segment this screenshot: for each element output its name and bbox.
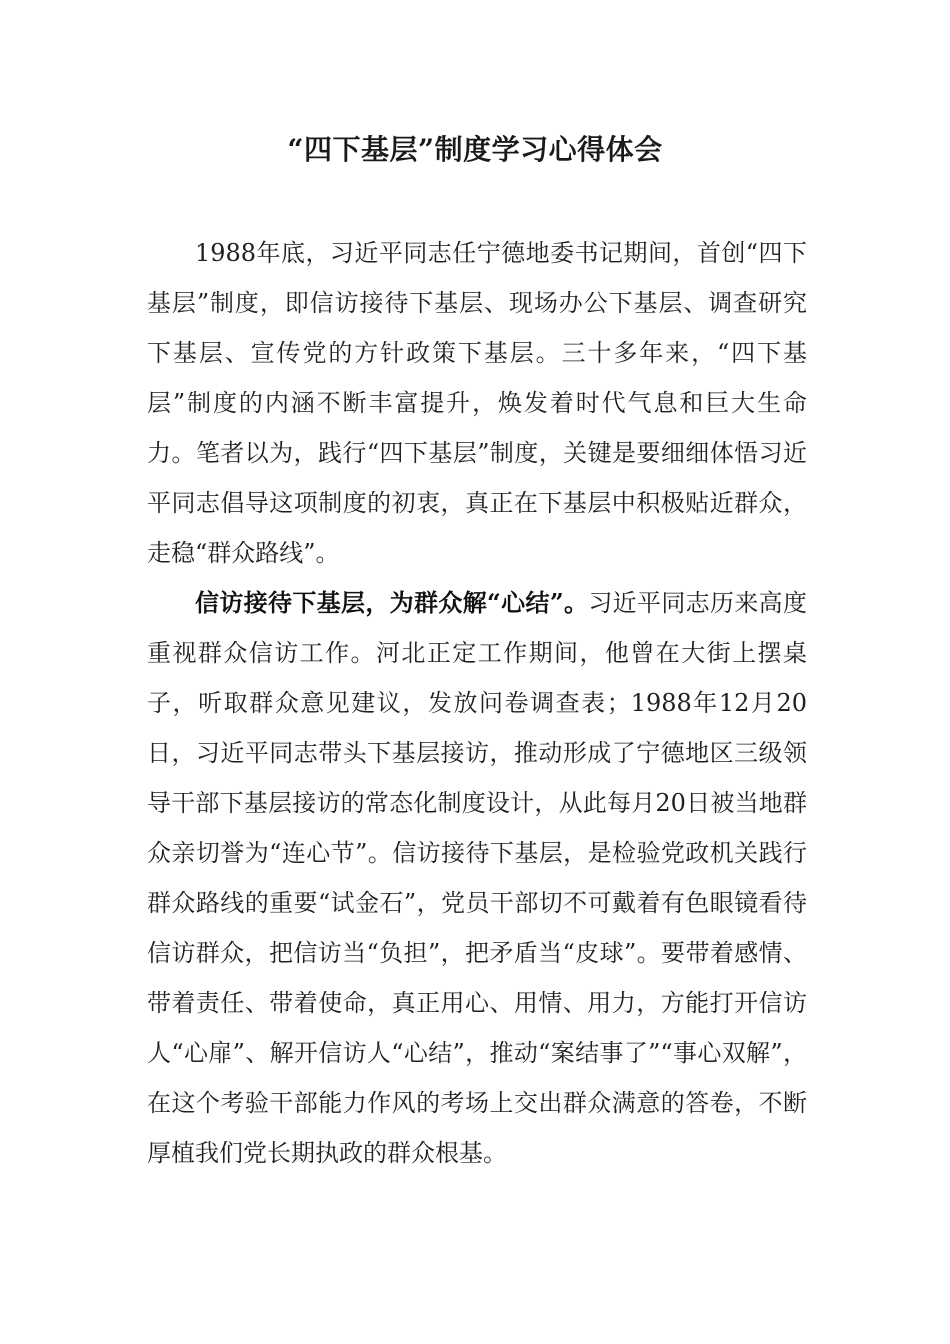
paragraph-petition-text: 习近平同志历来高度重视群众信访工作。河北正定工作期间，他曾在大街上摆桌子，听取群众意见建议，发放问卷调查表；1988年12月20日，习近平同志带头下基层接访，推动形成了宁德地区三级领导干部下基层接访的常态化制度设计，从此每月20日被当地群众亲切誉为“连心节”。信访接待下基层，是检验党政机关践行群众路线的重要“试金石”，党员干部切不可戴着有色眼镜看待信访群众，把信访当“负担”，把矛盾当“皮球”。要带着感情、带着责任、带着使命，真正用心、用情、用力，方能打开信访人“心扉”、解开信访人“心结”，推动“案结事了”“事心双解”，在这个考验干部能力作风的考场上交出群众满意的答卷，不断厚植我们党长期执政的群众根基。 [147, 589, 808, 1167]
document-title: “四下基层”制度学习心得体会 [287, 133, 663, 166]
paragraph-intro [147, 228, 807, 578]
paragraph-intro-text: 1988年底，习近平同志任宁德地委书记期间，首创“四下基层”制度，即信访接待下基层、现场办公下基层、调查研究下基层、宣传党的方针政策下基层。三十多年来，“四下基层”制度的内涵不断丰富提升，焕发着时代气息和巨大生命力。笔者以为，践行“四下基层”制度，关键是要细细体悟习近平同志倡导这项制度的初衷，真正在下基层中积极贴近群众，走稳“群众路线”。 [147, 239, 807, 567]
document-body [147, 228, 807, 1178]
paragraph-petition [147, 578, 807, 1178]
paragraph-petition-heading: 信访接待下基层，为群众解“心结”。 [195, 588, 589, 617]
